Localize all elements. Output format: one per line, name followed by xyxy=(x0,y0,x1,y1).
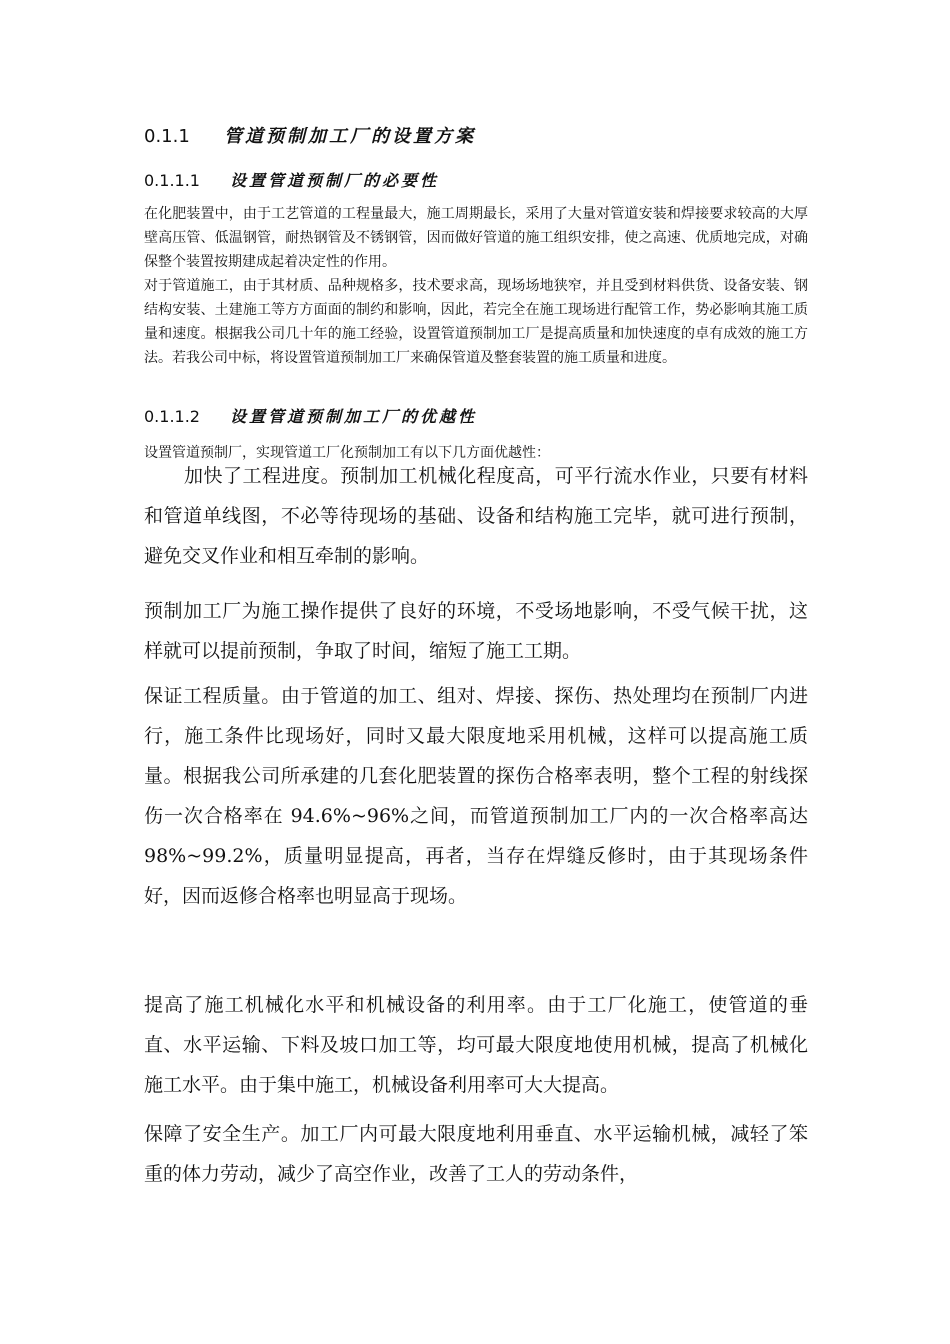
paragraph-advantage-1: 加快了工程进度。预制加工机械化程度高，可平行流水作业，只要有材料和管道单线图，不必等待现场的基础、设备和结构施工完毕，就可进行预制，避免交叉作业和相互牵制的影响。 xyxy=(144,465,808,567)
subsection-heading-necessity xyxy=(144,168,439,191)
paragraph-necessity-2: 对于管道施工，由于其材质、品种规格多，技术要求高，现场场地狭窄，并且受到材料供货、设备安装、钢结构安装、土建施工等方方面面的制约和影响，因此，若完全在施工现场进行配管工作，势必影响其施工质量和速度。根据我公司几十年的施工经验，设置管道预制加工厂是提高质量和加快速度的卓有成效的施工方法。若我公司中标，将设置管道预制加工厂来确保管道及整套装置的施工质量和进度。 xyxy=(144,278,808,366)
subsection-number: 0.1.1.1 xyxy=(144,171,200,190)
subsection-title: 设置管道预制加工厂的优越性 xyxy=(230,407,478,426)
subsection-heading-advantage xyxy=(144,404,477,427)
paragraph-advantage-intro: 设置管道预制厂，实现管道工厂化预制加工有以下几方面优越性： xyxy=(144,445,550,461)
subsection-number: 0.1.1.2 xyxy=(144,407,200,426)
section-title: 管道预制加工厂的设置方案 xyxy=(224,126,476,147)
subsection-title: 设置管道预制厂的必要性 xyxy=(230,171,440,190)
paragraph-advantage-3: 保证工程质量。由于管道的加工、组对、焊接、探伤、热处理均在预制厂内进行，施工条件比现场好，同时又最大限度地采用机械，这样可以提高施工质量。根据我公司所承建的几套化肥装置的探伤合格率表明，整个工程的射线探伤一次合格率在 94.6%~96%之间，而管道预制加工厂内的一次合格率高达 98%~99.2%，质量明显提高，再者，当存在焊缝反修时，由于其现场条件好，因而返修合格率也明显高于现场。 xyxy=(144,685,808,907)
section-heading-1 xyxy=(144,122,476,148)
paragraph-advantage-4: 提高了施工机械化水平和机械设备的利用率。由于工厂化施工，使管道的垂直、水平运输、下料及坡口加工等，均可最大限度地使用机械，提高了机械化施工水平。由于集中施工，机械设备利用率可大大提高。 xyxy=(144,994,808,1096)
section-number: 0.1.1 xyxy=(144,126,190,147)
paragraph-advantage-5: 保障了安全生产。加工厂内可最大限度地利用垂直、水平运输机械，减轻了笨重的体力劳动，减少了高空作业，改善了工人的劳动条件， xyxy=(144,1123,808,1185)
paragraph-advantage-2: 预制加工厂为施工操作提供了良好的环境，不受场地影响，不受气候干扰，这样就可以提前预制，争取了时间，缩短了施工工期。 xyxy=(144,600,808,662)
paragraph-necessity-1: 在化肥装置中，由于工艺管道的工程量最大，施工周期最长，采用了大量对管道安装和焊接要求较高的大厚壁高压管、低温钢管，耐热钢管及不锈钢管，因而做好管道的施工组织安排，使之高速、优质地完成，对确保整个装置按期建成起着决定性的作用。 xyxy=(144,206,808,270)
